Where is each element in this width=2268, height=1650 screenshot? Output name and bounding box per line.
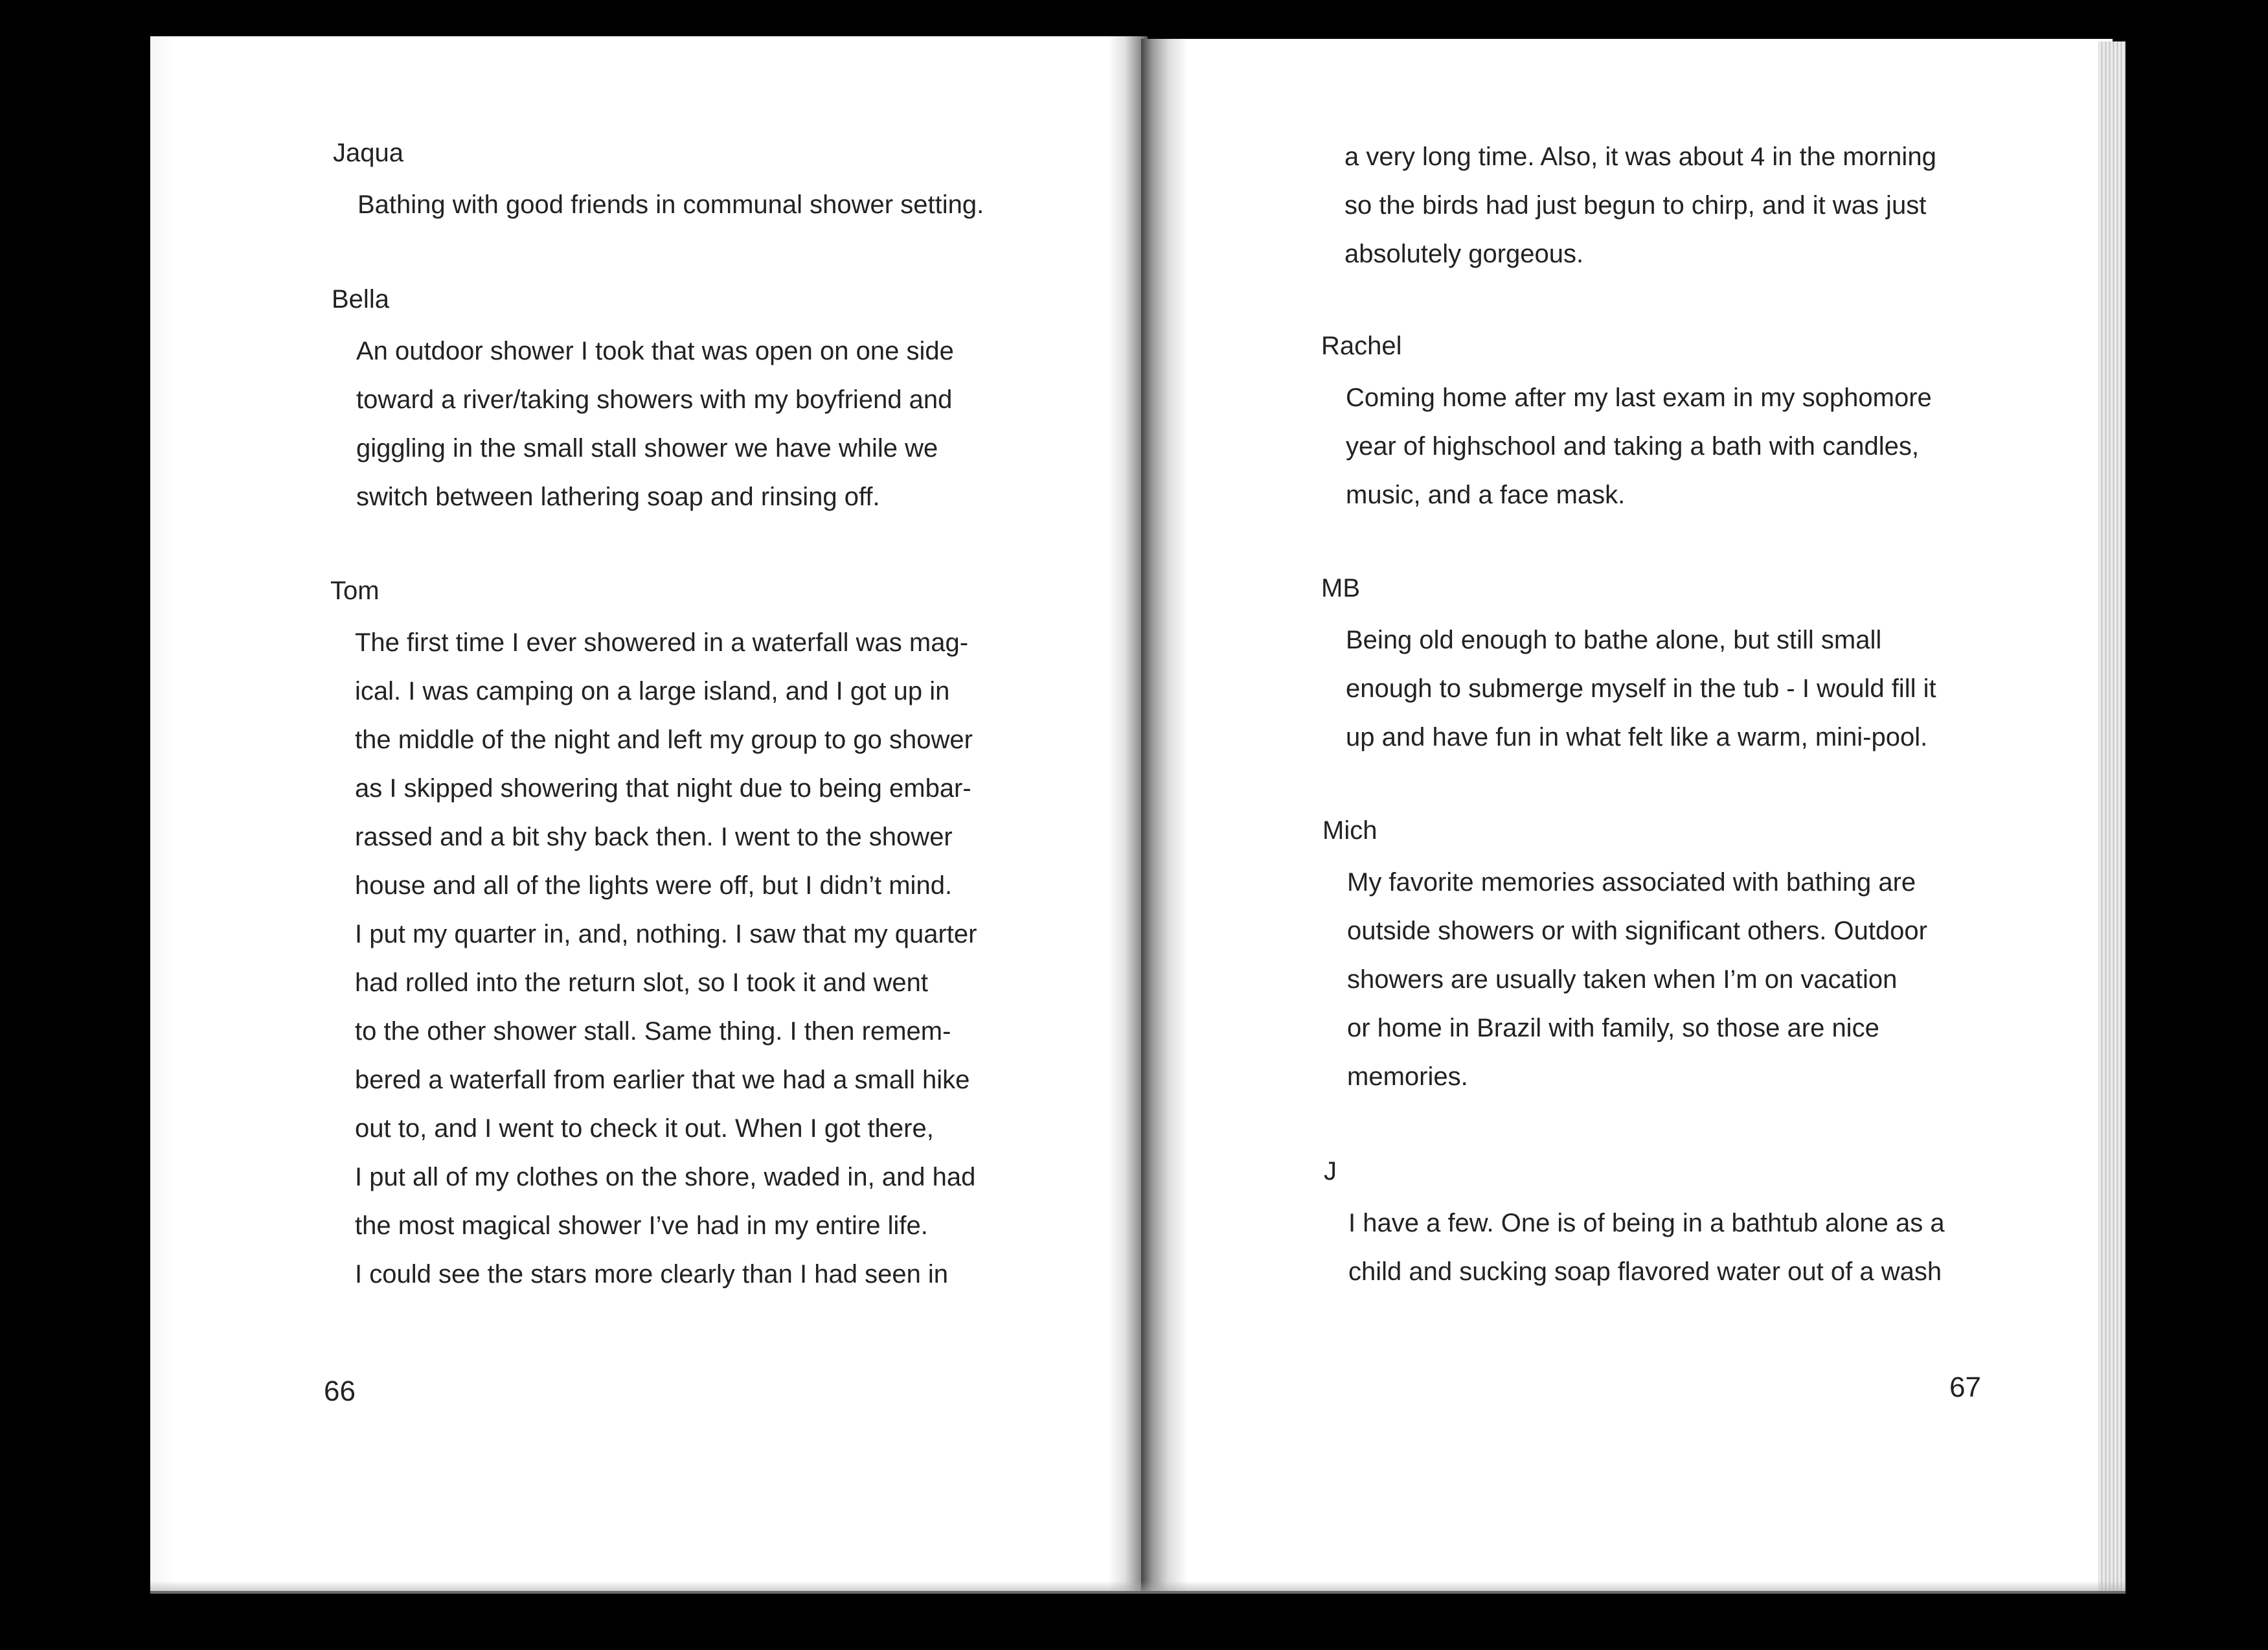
text-line: My favorite memories associated with bathing are (1347, 868, 1916, 897)
entry-text (1344, 133, 1936, 279)
bottom-shadow (150, 1581, 2126, 1594)
text-line: up and have fun in what felt like a warm, mini-pool. (1346, 723, 1928, 751)
entry-text (1346, 374, 1932, 520)
text-line: or home in Brazil with family, so those are nice (1347, 1014, 1879, 1042)
text-line: giggling in the small stall shower we have while we (356, 434, 938, 463)
entry-text (1346, 616, 1936, 762)
text-line: to the other shower stall. Same thing. I then remem- (355, 1017, 951, 1046)
text-line: as I skipped showering that night due to being embar- (355, 774, 971, 803)
entry-name: Mich (1322, 816, 1378, 845)
text-line: showers are usually taken when I’m on vacation (1347, 965, 1898, 994)
entry-mb (1321, 573, 1936, 762)
text-line: enough to submerge myself in the tub - I would fill it (1346, 674, 1936, 703)
text-line: I put all of my clothes on the shore, waded in, and had (355, 1163, 976, 1191)
text-line: switch between lathering soap and rinsing off. (356, 483, 880, 511)
entry-name: MB (1321, 574, 1360, 602)
text-line: I put my quarter in, and, nothing. I saw that my quarter (355, 920, 977, 948)
entry-bella (332, 284, 954, 521)
text-line: child and sucking soap flavored water out of a wash (1348, 1257, 1942, 1286)
entry-text (1348, 1199, 1945, 1296)
entry-name: Rachel (1321, 332, 1402, 360)
text-line: The first time I ever showered in a waterfall was mag- (355, 628, 969, 657)
text-line: ical. I was camping on a large island, and I got up in (355, 677, 950, 705)
entry-mich (1322, 815, 1927, 1101)
page-edge (2098, 41, 2126, 1591)
text-line: Coming home after my last exam in my sophomore (1346, 384, 1932, 412)
text-line: the most magical shower I’ve had in my entire life. (355, 1211, 928, 1240)
text-line: Bathing with good friends in communal shower setting. (357, 190, 984, 219)
text-line: toward a river/taking showers with my boyfriend and (356, 385, 953, 414)
entry-name: J (1324, 1157, 1337, 1186)
entry-jaqua (333, 137, 984, 229)
text-line: music, and a face mask. (1346, 481, 1626, 509)
entry-name: Tom (330, 577, 380, 605)
page-number-left: 66 (324, 1375, 356, 1407)
entry-text (1347, 858, 1927, 1101)
text-line: Being old enough to bathe alone, but still small (1346, 626, 1882, 654)
entry-rachel (1321, 330, 1932, 520)
page-number-right: 67 (1949, 1371, 1981, 1403)
text-line: the middle of the night and left my group to go shower (355, 726, 973, 754)
entry-name: Bella (332, 285, 389, 314)
text-line: I could see the stars more clearly than I had seen in (355, 1260, 949, 1289)
text-line: so the birds had just begun to chirp, and it was just (1344, 191, 1927, 220)
entry-j (1324, 1156, 1945, 1296)
text-line: outside showers or with significant others. Outdoor (1347, 917, 1927, 945)
text-line: out to, and I went to check it out. When I got there, (355, 1114, 934, 1143)
entry-text (357, 181, 984, 229)
entry-text (356, 327, 954, 521)
text-line: I have a few. One is of being in a bathtub alone as a (1348, 1209, 1945, 1237)
text-line: An outdoor shower I took that was open on one side (356, 337, 954, 365)
text-line: memories. (1347, 1062, 1468, 1091)
text-line: year of highschool and taking a bath with candles, (1346, 432, 1920, 461)
text-line: had rolled into the return slot, so I took it and went (355, 968, 928, 997)
text-line: bered a waterfall from earlier that we had a small hike (355, 1066, 970, 1094)
continuation-text (1344, 133, 1936, 279)
text-line: absolutely gorgeous. (1344, 240, 1584, 268)
text-line: rassed and a bit shy back then. I went to the shower (355, 823, 953, 851)
entry-name: Jaqua (333, 139, 403, 167)
entry-tom (330, 575, 977, 1299)
entry-text (355, 619, 977, 1299)
text-line: house and all of the lights were off, but I didn’t mind. (355, 871, 953, 900)
text-line: a very long time. Also, it was about 4 in the morning (1344, 143, 1936, 171)
